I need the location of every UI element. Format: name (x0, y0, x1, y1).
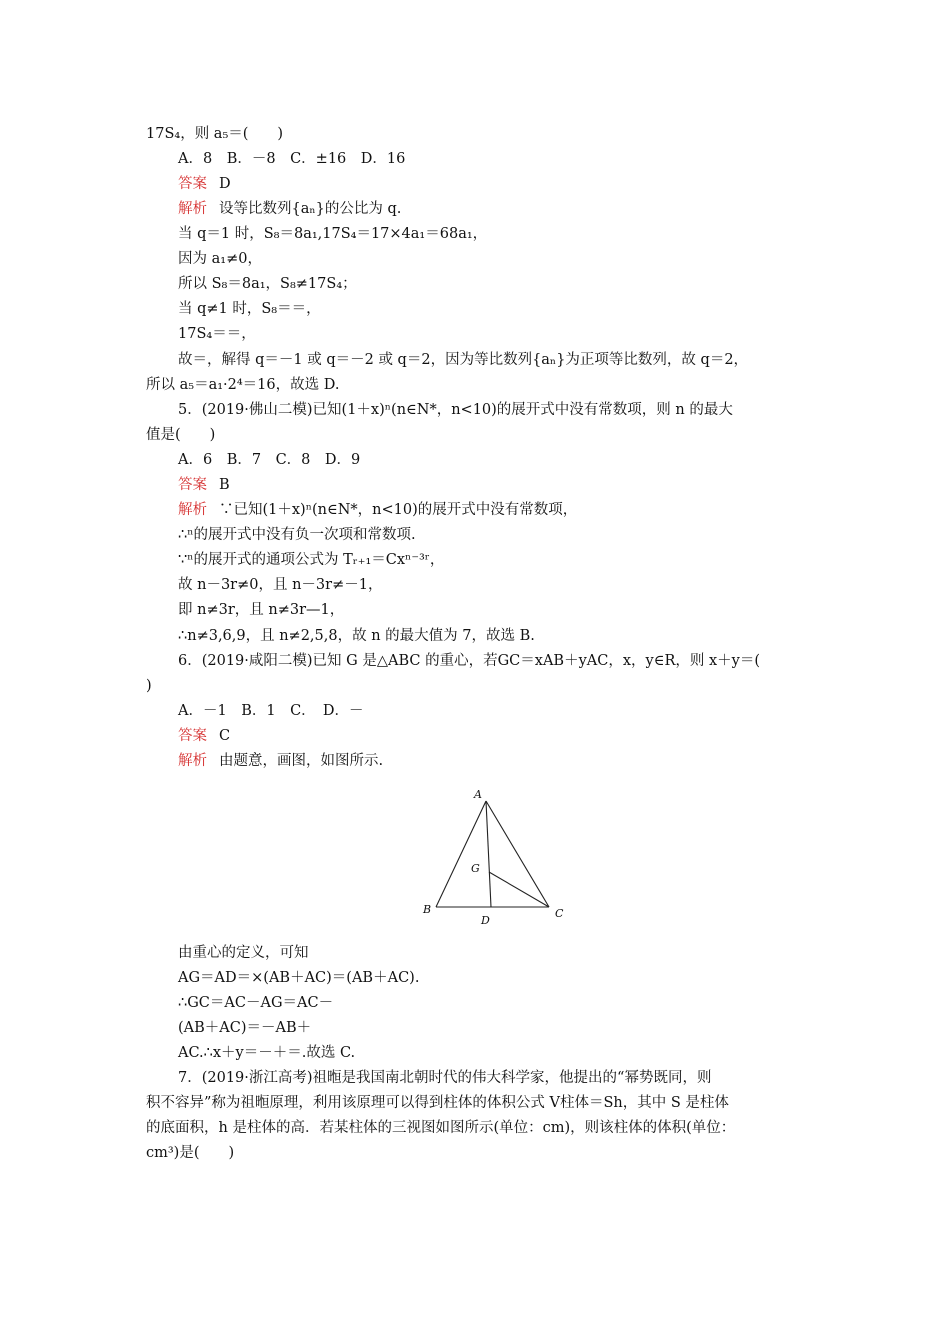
question-7-line-4: cm³)是( ) (146, 1145, 235, 1161)
analysis-label: 解析 (178, 201, 207, 217)
text-line-20: 即 n≠3r，且 n≠3r—1， (178, 602, 345, 618)
question-7-line-3: 的底面积，h 是柱体的高．若某柱体的三视图如图所示(单位：cm)，则该柱体的体积(单位： (146, 1120, 736, 1136)
answer-line-q6: 答案 C (178, 728, 231, 744)
text-line-28: AG＝AD＝×(AB＋AC)＝(AB＋AC). (178, 970, 420, 986)
text-line-9: 17S₄＝＝， (178, 326, 256, 342)
options-line-q4: A．8 B．－8 C．±16 D．16 (178, 151, 406, 167)
analysis-label: 解析 (178, 502, 207, 518)
text-line-11: 所以 a₅＝a₁·2⁴＝16，故选 D. (146, 377, 340, 393)
question-7-line-1: 7．(2019·浙江高考)祖暅是我国南北朝时代的伟大科学家，他提出的“幂势既同，则 (178, 1070, 712, 1086)
text-line-18: ∵ⁿ的展开式的通项公式为 Tᵣ₊₁＝Cxⁿ⁻³ʳ， (178, 552, 445, 568)
text-line-5: 当 q＝1 时，S₈＝8a₁,17S₄＝17×4a₁＝68a₁， (178, 226, 488, 242)
analysis-label: 解析 (178, 753, 207, 769)
analysis-line-q5: 解析 ∵已知(1＋x)ⁿ(n∈N*，n<10)的展开式中没有常数项， (178, 502, 578, 518)
text-line-1: 17S₄，则 a₅＝( ) (146, 126, 284, 142)
answer-label: 答案 (178, 728, 207, 744)
triangle-figure (418, 784, 574, 930)
question-5-line-1: 5．(2019·佛山二模)已知(1＋x)ⁿ(n∈N*，n<10)的展开式中没有常数项，则 n 的最大 (178, 402, 733, 418)
label-g: G (471, 862, 480, 875)
label-c: C (555, 907, 564, 920)
text-line-30: (AB＋AC)＝－AB＋ (178, 1020, 312, 1036)
answer-line-q5: 答案 B (178, 477, 230, 493)
label-b: B (423, 903, 432, 916)
text-line-27: 由重心的定义，可知 (178, 945, 309, 961)
text-line-8: 当 q≠1 时，S₈＝＝， (178, 301, 321, 317)
text-line-29: ∴GC＝AC－AG＝AC－ (178, 995, 334, 1011)
text-line-17: ∴ⁿ的展开式中没有负一次项和常数项. (178, 527, 416, 543)
question-5-line-2: 值是( ) (146, 427, 216, 443)
text-line-21: ∴n≠3,6,9，且 n≠2,5,8，故 n 的最大值为 7，故选 B. (178, 628, 535, 644)
text-line-6: 因为 a₁≠0， (178, 251, 262, 267)
text-line-10: 故＝，解得 q＝－1 或 q＝－2 或 q＝2，因为等比数列{aₙ}为正项等比数列，故 q＝2， (178, 352, 749, 368)
analysis-line-q6: 解析 由题意，画图，如图所示. (178, 753, 384, 769)
question-6-line-2: ) (146, 678, 152, 694)
triangle-diagram (418, 784, 574, 930)
text-line-7: 所以 S₈＝8a₁，S₈≠17S₄； (178, 276, 357, 292)
question-6-line-1: 6．(2019·咸阳二模)已知 G 是△ABC 的重心，若GC＝xAB＋yAC，x，y∈R，则 x＋y＝( (178, 653, 760, 669)
text-line-19: 故 n－3r≠0，且 n－3r≠－1， (178, 577, 383, 593)
options-line-q6: A．－1 B．1 C． D．－ (178, 703, 364, 719)
label-d: D (481, 914, 490, 927)
label-a: A (474, 788, 482, 801)
median-ad (486, 801, 491, 907)
analysis-line-q4: 解析 设等比数列{aₙ}的公比为 q. (178, 201, 402, 217)
answer-label: 答案 (178, 477, 207, 493)
question-7-line-2: 积不容异”称为祖暅原理，利用该原理可以得到柱体的体积公式 V柱体＝Sh，其中 S 是柱体 (146, 1095, 729, 1111)
segment-gc (489, 872, 549, 907)
answer-line-q4: 答案 D (178, 176, 231, 192)
answer-label: 答案 (178, 176, 207, 192)
edge-ac (486, 801, 549, 907)
edge-ab (436, 801, 486, 907)
text-line-31: AC.∴x＋y＝－＋＝.故选 C. (178, 1045, 356, 1061)
options-line-q5: A．6 B．7 C．8 D．9 (178, 452, 361, 468)
